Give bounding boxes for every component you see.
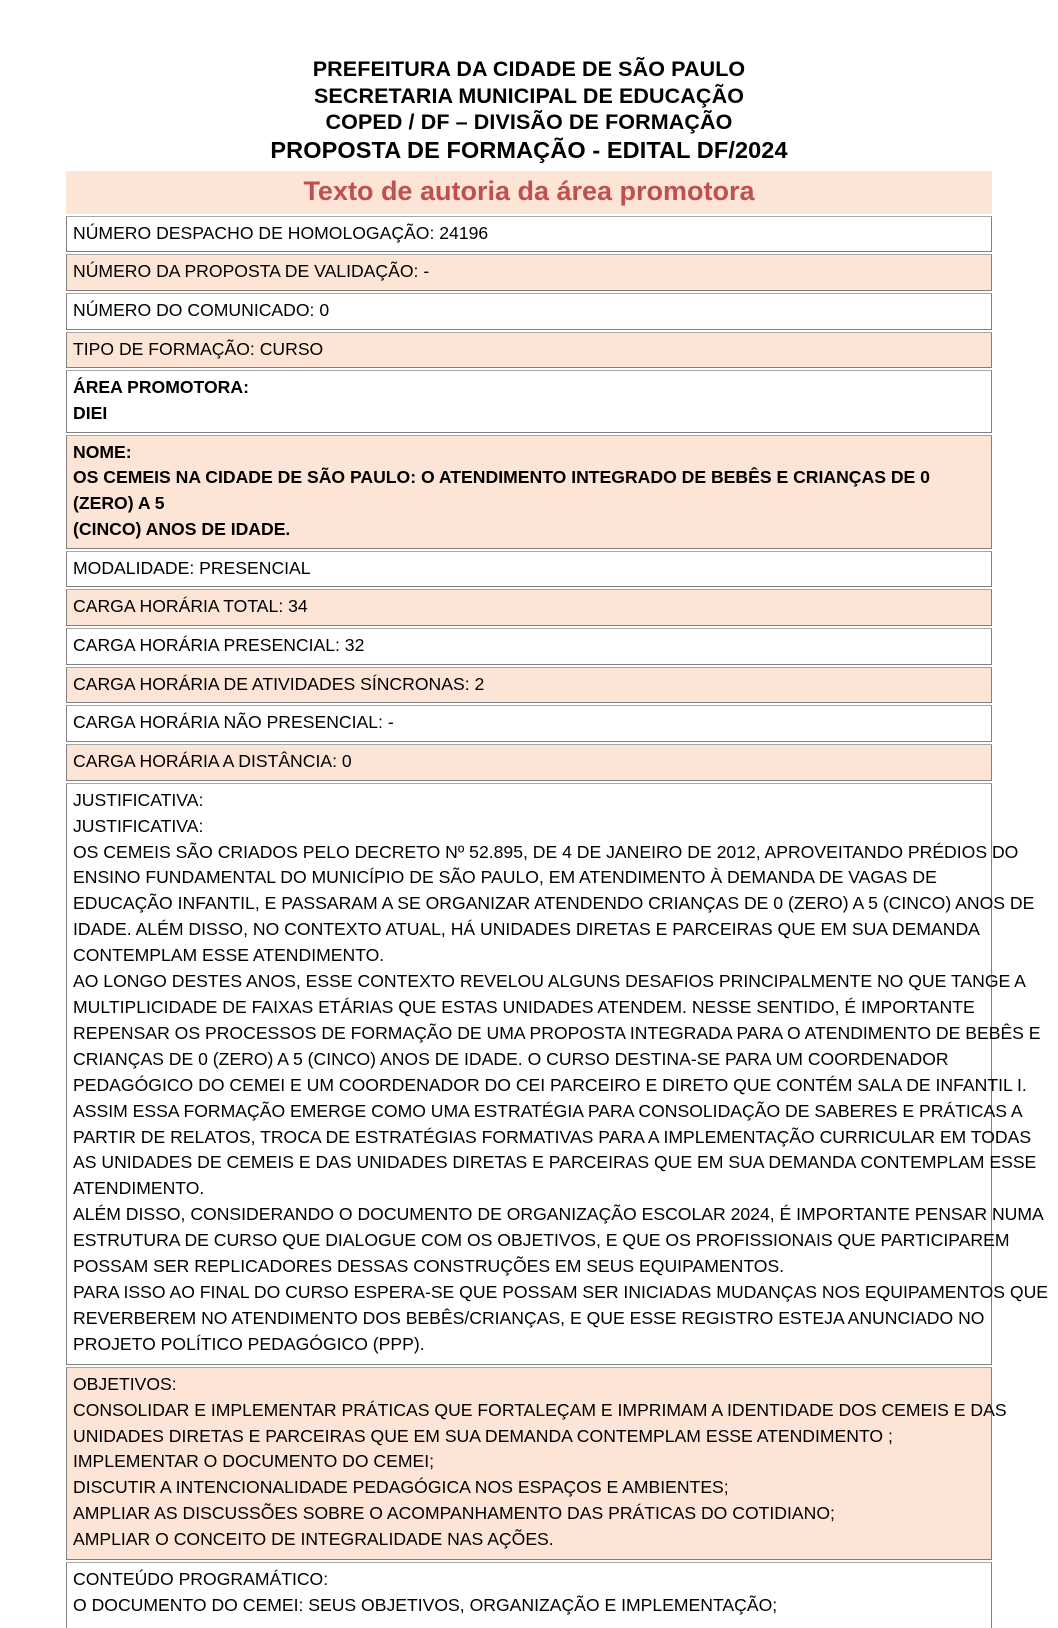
- justificativa-line-12: PEDAGÓGICO DO CEMEI E UM COORDENADOR DO CEI PARCEIRO E DIRETO QUE CONTÉM SALA DE INFANTIL I.: [73, 1073, 985, 1099]
- justificativa-line-7: CONTEMPLAM ESSE ATENDIMENTO.: [73, 943, 985, 969]
- field-carga-sincronas: CARGA HORÁRIA DE ATIVIDADES SÍNCRONAS: 2: [73, 672, 985, 698]
- justificativa-line-22: PROJETO POLÍTICO PEDAGÓGICO (PPP).: [73, 1332, 985, 1358]
- field-carga-distancia: CARGA HORÁRIA A DISTÂNCIA: 0: [73, 749, 985, 775]
- label-area-promotora: ÁREA PROMOTORA:: [73, 375, 985, 401]
- row-modalidade: [66, 551, 992, 588]
- justificativa-line-19: POSSAM SER REPLICADORES DESSAS CONSTRUÇÕES EM SEUS EQUIPAMENTOS.: [73, 1254, 985, 1280]
- justificativa-line-17: ALÉM DISSO, CONSIDERANDO O DOCUMENTO DE ORGANIZAÇÃO ESCOLAR 2024, É IMPORTANTE PENSAR NUMA: [73, 1202, 985, 1228]
- objetivos-line-5: DISCUTIR A INTENCIONALIDADE PEDAGÓGICA NOS ESPAÇOS E AMBIENTES;: [73, 1475, 985, 1501]
- header-line-secretaria: SECRETARIA MUNICIPAL DE EDUCAÇÃO: [0, 83, 1058, 110]
- row-carga-nao-presencial: [66, 705, 992, 742]
- proposal-table: [66, 171, 992, 1628]
- row-justificativa: [66, 783, 992, 1365]
- justificativa-line-16: ATENDIMENTO.: [73, 1176, 985, 1202]
- justificativa-line-10: REPENSAR OS PROCESSOS DE FORMAÇÃO DE UMA PROPOSTA INTEGRADA PARA O ATENDIMENTO DE BEBÊS E: [73, 1021, 985, 1047]
- row-comunicado: [66, 293, 992, 330]
- conteudo-line-1: CONTEÚDO PROGRAMÁTICO:: [73, 1567, 985, 1593]
- row-carga-sincronas: [66, 667, 992, 704]
- field-modalidade: MODALIDADE: PRESENCIAL: [73, 556, 985, 582]
- header-line-proposta: PROPOSTA DE FORMAÇÃO - EDITAL DF/2024: [0, 136, 1058, 165]
- value-nome-line-2: (CINCO) ANOS DE IDADE.: [73, 517, 985, 543]
- justificativa-line-13: ASSIM ESSA FORMAÇÃO EMERGE COMO UMA ESTRATÉGIA PARA CONSOLIDAÇÃO DE SABERES E PRÁTICAS A: [73, 1099, 985, 1125]
- justificativa-line-20: PARA ISSO AO FINAL DO CURSO ESPERA-SE QUE POSSAM SER INICIADAS MUDANÇAS NOS EQUIPAMENTOS QUE: [73, 1280, 985, 1306]
- justificativa-line-1: JUSTIFICATIVA:: [73, 788, 985, 814]
- field-carga-total: CARGA HORÁRIA TOTAL: 34: [73, 594, 985, 620]
- row-proposta-validacao: [66, 254, 992, 291]
- objetivos-line-1: OBJETIVOS:: [73, 1372, 985, 1398]
- justificativa-line-14: PARTIR DE RELATOS, TROCA DE ESTRATÉGIAS FORMATIVAS PARA A IMPLEMENTAÇÃO CURRICULAR EM TODAS: [73, 1125, 985, 1151]
- justificativa-line-15: AS UNIDADES DE CEMEIS E DAS UNIDADES DIRETAS E PARCEIRAS QUE EM SUA DEMANDA CONTEMPLAM ESSE: [73, 1150, 985, 1176]
- row-carga-presencial: [66, 628, 992, 665]
- justificativa-line-4: ENSINO FUNDAMENTAL DO MUNICÍPIO DE SÃO PAULO, EM ATENDIMENTO À DEMANDA DE VAGAS DE: [73, 865, 985, 891]
- justificativa-line-8: AO LONGO DESTES ANOS, ESSE CONTEXTO REVELOU ALGUNS DESAFIOS PRINCIPALMENTE NO QUE TANGE A: [73, 969, 985, 995]
- banner-title: Texto de autoria da área promotora: [66, 175, 992, 207]
- header-line-prefeitura: PREFEITURA DA CIDADE DE SÃO PAULO: [0, 56, 1058, 83]
- justificativa-line-9: MULTIPLICIDADE DE FAIXAS ETÁRIAS QUE ESTAS UNIDADES ATENDEM. NESSE SENTIDO, É IMPORTANTE: [73, 995, 985, 1021]
- objetivos-line-4: IMPLEMENTAR O DOCUMENTO DO CEMEI;: [73, 1449, 985, 1475]
- row-area-promotora: [66, 370, 992, 432]
- conteudo-line-2: O DOCUMENTO DO CEMEI: SEUS OBJETIVOS, ORGANIZAÇÃO E IMPLEMENTAÇÃO;: [73, 1593, 985, 1619]
- justificativa-line-21: REVERBEREM NO ATENDIMENTO DOS BEBÊS/CRIANÇAS, E QUE ESSE REGISTRO ESTEJA ANUNCIADO NO: [73, 1306, 985, 1332]
- justificativa-line-2: JUSTIFICATIVA:: [73, 814, 985, 840]
- value-nome-line-1: OS CEMEIS NA CIDADE DE SÃO PAULO: O ATENDIMENTO INTEGRADO DE BEBÊS E CRIANÇAS DE 0 (ZERO) A 5: [73, 465, 985, 516]
- justificativa-line-18: ESTRUTURA DE CURSO QUE DIALOGUE COM OS OBJETIVOS, E QUE OS PROFISSIONAIS QUE PARTICIPAREM: [73, 1228, 985, 1254]
- row-carga-distancia: [66, 744, 992, 781]
- header-line-coped: COPED / DF – DIVISÃO DE FORMAÇÃO: [0, 109, 1058, 136]
- document-header: [0, 0, 1058, 165]
- field-comunicado: NÚMERO DO COMUNICADO: 0: [73, 298, 985, 324]
- row-nome: [66, 435, 992, 549]
- field-despacho-homologacao: NÚMERO DESPACHO DE HOMOLOGAÇÃO: 24196: [73, 221, 985, 247]
- objetivos-line-3: UNIDADES DIRETAS E PARCEIRAS QUE EM SUA DEMANDA CONTEMPLAM ESSE ATENDIMENTO ;: [73, 1424, 985, 1450]
- row-conteudo-programatico: [66, 1562, 992, 1628]
- row-carga-total: [66, 589, 992, 626]
- objetivos-line-2: CONSOLIDAR E IMPLEMENTAR PRÁTICAS QUE FORTALEÇAM E IMPRIMAM A IDENTIDADE DOS CEMEIS E DAS: [73, 1398, 985, 1424]
- field-carga-nao-presencial: CARGA HORÁRIA NÃO PRESENCIAL: -: [73, 710, 985, 736]
- field-proposta-validacao: NÚMERO DA PROPOSTA DE VALIDAÇÃO: -: [73, 259, 985, 285]
- justificativa-line-11: CRIANÇAS DE 0 (ZERO) A 5 (CINCO) ANOS DE IDADE. O CURSO DESTINA-SE PARA UM COORDENADOR: [73, 1047, 985, 1073]
- field-tipo-formacao: TIPO DE FORMAÇÃO: CURSO: [73, 337, 985, 363]
- value-area-promotora: DIEI: [73, 401, 985, 427]
- justificativa-line-3: OS CEMEIS SÃO CRIADOS PELO DECRETO Nº 52.895, DE 4 DE JANEIRO DE 2012, APROVEITANDO PRÉDIOS DO: [73, 840, 985, 866]
- row-objetivos: [66, 1367, 992, 1560]
- banner-autoria: [66, 171, 992, 214]
- field-carga-presencial: CARGA HORÁRIA PRESENCIAL: 32: [73, 633, 985, 659]
- justificativa-line-6: IDADE. ALÉM DISSO, NO CONTEXTO ATUAL, HÁ UNIDADES DIRETAS E PARCEIRAS QUE EM SUA DEMANDA: [73, 917, 985, 943]
- row-despacho-homologacao: [66, 216, 992, 253]
- label-nome: NOME:: [73, 440, 985, 466]
- objetivos-line-6: AMPLIAR AS DISCUSSÕES SOBRE O ACOMPANHAMENTO DAS PRÁTICAS DO COTIDIANO;: [73, 1501, 985, 1527]
- objetivos-line-7: AMPLIAR O CONCEITO DE INTEGRALIDADE NAS AÇÕES.: [73, 1527, 985, 1553]
- row-tipo-formacao: [66, 332, 992, 369]
- justificativa-line-5: EDUCAÇÃO INFANTIL, E PASSARAM A SE ORGANIZAR ATENDENDO CRIANÇAS DE 0 (ZERO) A 5 (CINCO) ANOS DE: [73, 891, 985, 917]
